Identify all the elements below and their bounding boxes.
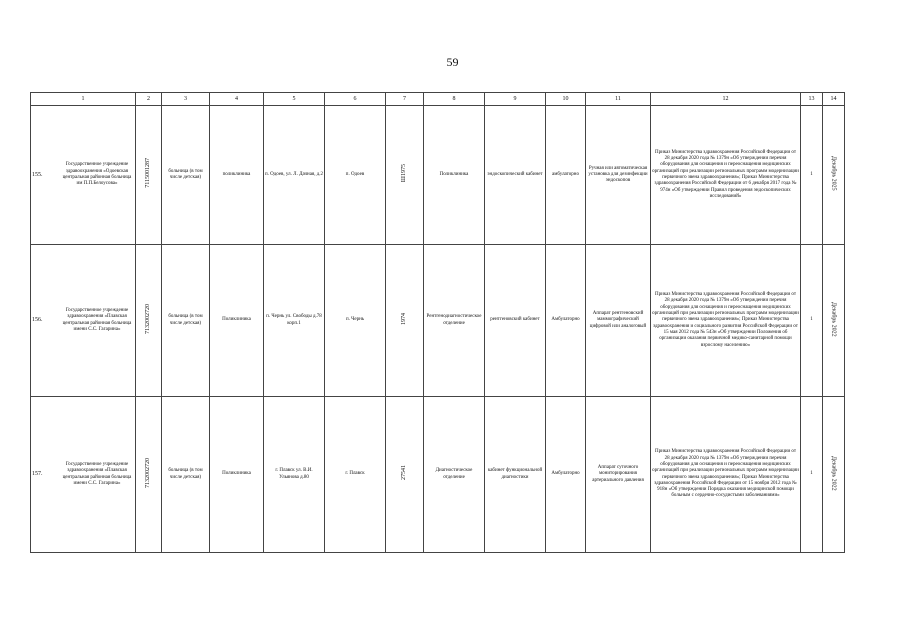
column-number: 14 — [823, 93, 845, 106]
room-cell: эндоскопический кабинет — [485, 106, 546, 245]
date-cell — [823, 245, 845, 397]
quantity-cell: 1 — [801, 106, 823, 245]
column-number: 11 — [586, 93, 651, 106]
okato-code: Ш1975 — [401, 164, 408, 183]
address-cell: г. Плавск ул. В.И. Ульянова д.80 — [264, 397, 325, 553]
department-cell: Диагностическое отделение — [424, 397, 485, 553]
org-type-cell: больница (в том числе детская) — [162, 397, 210, 553]
room-cell: кабинет функциональной диагностики — [485, 397, 546, 553]
legal-act-cell: Приказ Министерства здравоохранения Российской Федерации от 28 декабря 2020 года № 1379н «Об утверждении перечня оборудования для оснащения и переоснащения медицинских организаций при реализации региональных программ модернизации первичного звена здравоохранения»; Приказ Министерства здравоохранения и социального развития Российской Федерации от 15 мая 2012 года № 543н «Об утверждении Положения об организации оказания первичной медико-санитарной помощи взрослому населению» — [651, 245, 801, 397]
locality-cell: п. Одоев — [325, 106, 386, 245]
column-number: 5 — [264, 93, 325, 106]
okato-cell — [386, 245, 424, 397]
date-cell — [823, 397, 845, 553]
equipment-table — [30, 92, 845, 553]
unit-cell: поликлиника — [210, 106, 264, 245]
legal-act-cell: Приказ Министерства здравоохранения Российской Федерации от 28 декабря 2020 года № 1379н «Об утверждении перечня оборудования для оснащения и переоснащения медицинских организаций при реализации региональных программ модернизации первичного звена здравоохранения»; Приказ Министерства здравоохранения Российской Федерации от 6 декабря 2017 года № 974н «Об утверждении Правил проведения эндоскопических исследований» — [651, 106, 801, 245]
org-code-cell — [136, 245, 162, 397]
okato-cell — [386, 397, 424, 553]
page-number: 59 — [446, 55, 459, 69]
column-number: 7 — [386, 93, 424, 106]
delivery-date: Декабрь 2022 — [830, 301, 837, 337]
okato-cell — [386, 106, 424, 245]
legal-act-cell: Приказ Министерства здравоохранения Российской Федерации от 28 декабря 2020 года № 1379н «Об утверждении перечня оборудования для оснащения и переоснащения медицинских организаций при реализации региональных программ модернизации первичного звена здравоохранения»; Приказ Министерства здравоохранения Российской Федерации от 15 ноября 2012 года № 918н «Об утверждении Порядка оказания медицинской помощи больным с сердечно-сосудистыми заболеваниями» — [651, 397, 801, 553]
locality-cell: г. Плавск — [325, 397, 386, 553]
row-organization-cell — [31, 106, 136, 245]
column-number: 13 — [801, 93, 823, 106]
quantity-cell: 1 — [801, 245, 823, 397]
column-number: 6 — [325, 93, 386, 106]
okato-code: 27541 — [401, 465, 408, 481]
address-cell: п. Одоев, ул. Л. Дачная, д.2 — [264, 106, 325, 245]
equipment-cell: Ручная или автоматическая установка для дезинфекции эндоскопов — [586, 106, 651, 245]
org-code: 7132002720 — [145, 457, 152, 488]
row-number: 155. — [32, 171, 43, 178]
org-code: 7115001287 — [145, 158, 152, 189]
unit-cell: Поликлиника — [210, 245, 264, 397]
row-organization-cell — [31, 397, 136, 553]
column-number: 10 — [546, 93, 586, 106]
column-number: 8 — [424, 93, 485, 106]
column-number: 2 — [136, 93, 162, 106]
care-type-cell: Амбулаторно — [546, 397, 586, 553]
care-type-cell: Амбулаторно — [546, 245, 586, 397]
column-number: 12 — [651, 93, 801, 106]
delivery-date: Декабрь 2022 — [830, 455, 837, 491]
okato-code: 1974 — [401, 312, 408, 325]
address-cell: п. Чернь ул. Свободы д.78 корп.1 — [264, 245, 325, 397]
organization-name: Государственное учреждение здравоохранения «Плавская центральная районная больница имени С.С. Гагарина» — [62, 461, 132, 486]
table-row — [31, 245, 845, 397]
department-cell: Рентгенодиагностическое отделение — [424, 245, 485, 397]
org-code-cell — [136, 106, 162, 245]
table-row — [31, 397, 845, 553]
equipment-cell: Аппарат рентгеновский маммографический цифровой или аналоговый — [586, 245, 651, 397]
table-row — [31, 106, 845, 245]
organization-name: Государственное учреждение здравоохранения «Плавская центральная районная больница имени С.С. Гагарина» — [62, 307, 132, 332]
column-number: 3 — [162, 93, 210, 106]
org-code-cell — [136, 397, 162, 553]
room-cell: рентгеновский кабинет — [485, 245, 546, 397]
department-cell: Поликлиника — [424, 106, 485, 245]
care-type-cell: амбулаторно — [546, 106, 586, 245]
organization-name: Государственное учреждение здравоохранения «Одоевская центральная районная больница им П.П.Белоусова» — [62, 162, 132, 187]
row-number: 156. — [32, 317, 43, 324]
row-organization-cell — [31, 245, 136, 397]
locality-cell: п. Чернь — [325, 245, 386, 397]
equipment-cell: Аппарат суточного мониторирования артериального давления — [586, 397, 651, 553]
org-code: 7132002720 — [145, 303, 152, 334]
quantity-cell: 1 — [801, 397, 823, 553]
column-number: 4 — [210, 93, 264, 106]
org-type-cell: больница (в том числе детская) — [162, 106, 210, 245]
delivery-date: Декабрь 2025 — [830, 156, 837, 191]
org-type-cell: больница (в том числе детская) — [162, 245, 210, 397]
column-number-row — [31, 93, 845, 106]
unit-cell: Поликлиника — [210, 397, 264, 553]
column-number: 1 — [31, 93, 136, 106]
date-cell — [823, 106, 845, 245]
column-number: 9 — [485, 93, 546, 106]
row-number: 157. — [32, 471, 43, 478]
